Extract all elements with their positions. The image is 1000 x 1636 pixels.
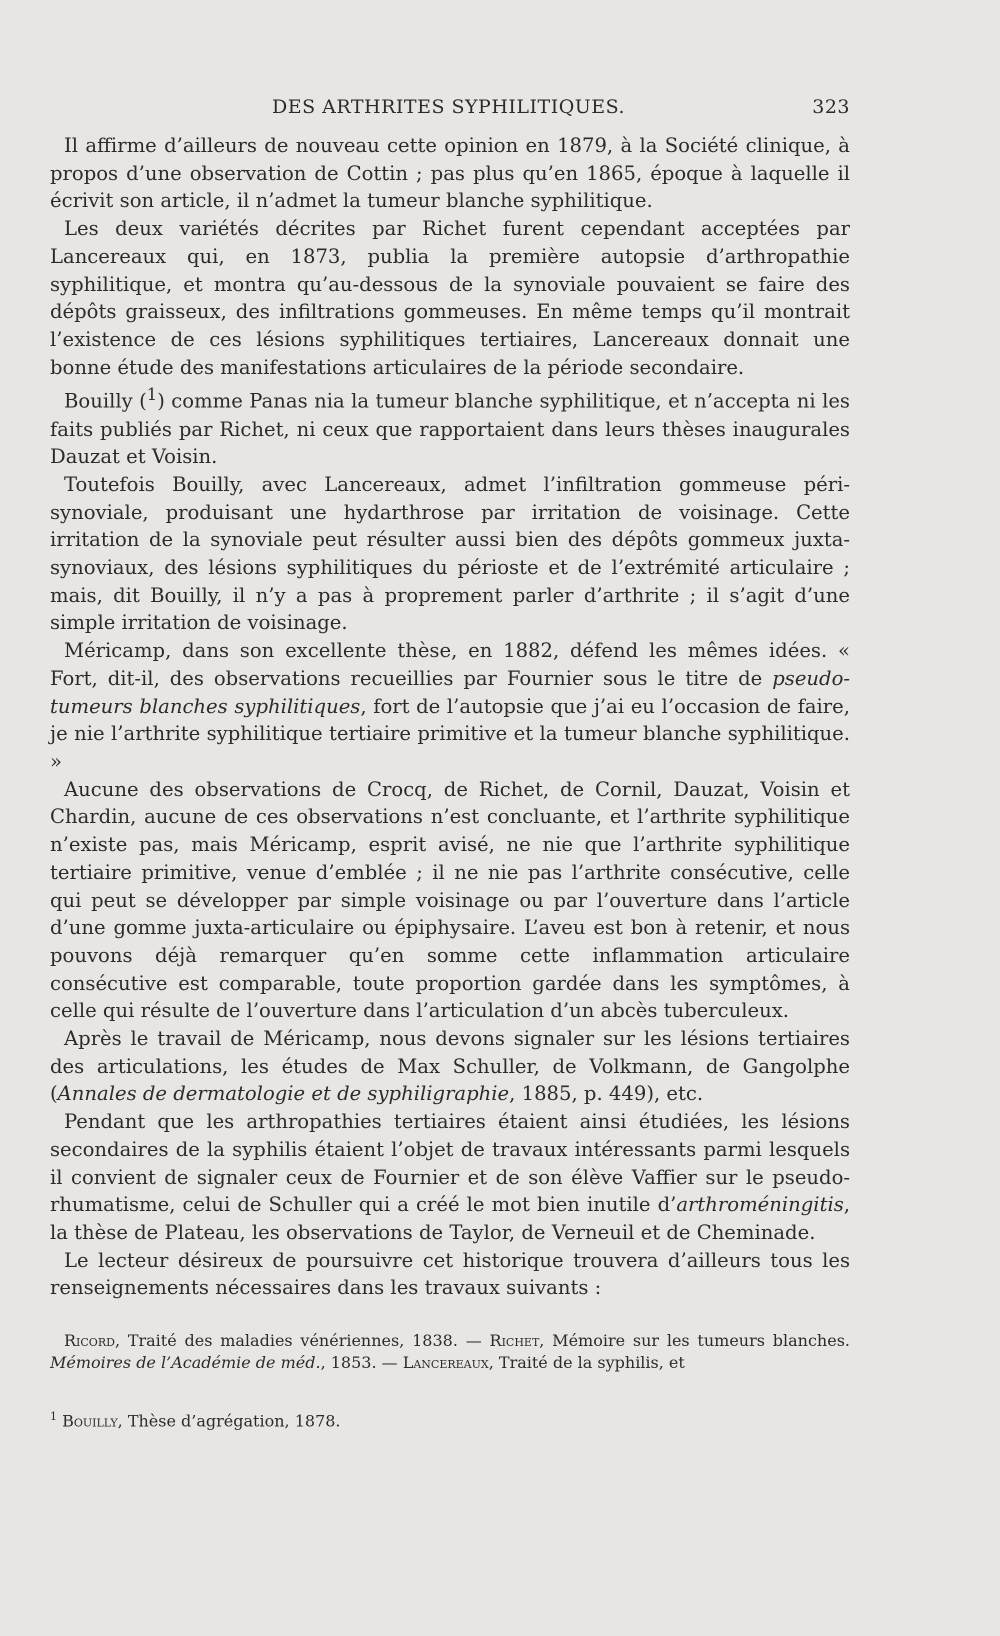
paragraph [50, 381, 850, 471]
text-run: , fort de l’autopsie que j’ai eu l’occasion de faire, je nie l’arthrite syphilitique tertiaire primitive et la tumeur blanche syphilitique. » [50, 694, 850, 773]
paragraph [50, 776, 850, 1025]
text-run: Bouilly ( [64, 389, 147, 413]
text-run: Méricamp, dans son excellente thèse, en 1882, défend les mêmes idées. « Fort, dit-il, des observations recueillies par Fournier sous le titre de [50, 639, 850, 690]
text-run: Pendant que les arthropathies tertiaires étaient ainsi étudiées, les lésions secondaires de la syphilis étaient l’objet de travaux intéressants parmi lesquels il convient de signaler ceux de Fournier et de son élève Vaffier sur le pseudo-rhumatisme, celui de Schuller qui a créé le mot bien inutile d’ [50, 1110, 850, 1217]
footnote [50, 1406, 850, 1432]
paragraph [50, 1025, 850, 1108]
text-run: Lancereaux [402, 1353, 489, 1372]
reference-entry [50, 1330, 850, 1374]
body-text [50, 132, 850, 1302]
footnote-text: , Thèse d’agrégation, 1878. [117, 1411, 341, 1431]
paragraph [50, 215, 850, 381]
footnote-reference: 1 [146, 385, 158, 405]
paragraph [50, 1247, 850, 1302]
text-run: Aucune des observations de Crocq, de Richet, de Cornil, Dauzat, Voisin et Chardin, aucune de ces observations n’est concluante, et l’arthrite syphilitique n’existe pas, mais Méricamp, esprit avisé, ne nie que l’arthrite syphilitique tertiaire primitive, venue d’emblée ; il ne nie pas l’arthrite consécutive, celle qui peut se développer par simple voisinage ou par l’ouverture dans l’article d’une gomme juxta-articulaire ou épiphysaire. L’aveu est bon à retenir, et nous pouvons déjà remarquer qu’en somme cette inflammation articulaire consécutive est comparable, toute proportion gardée dans les symptômes, à celle qui résulte de l’ouverture dans l’articulation d’un abcès tuberculeux. [50, 777, 850, 1023]
text-run: , 1885, p. 449), etc. [509, 1082, 704, 1106]
page-number: 323 [812, 96, 850, 118]
text-run: , Traité de la syphilis, et [488, 1353, 685, 1372]
text-run: ) comme Panas nia la tumeur blanche syphilitique, et n’accepta ni les faits publiés par Richet, ni ceux que rapportaient dans leurs thèses inaugurales Dauzat et Voisin. [50, 389, 850, 469]
text-run: , la thèse de Plateau, les observations de Taylor, de Verneuil et de Cheminade. [50, 1193, 850, 1244]
references-list [50, 1330, 850, 1374]
text-run: Après le travail de Méricamp, nous devons signaler sur les lésions tertiaires des articulations, les études de Max Schuller, de Volkmann, de Gangolphe ( [50, 1027, 850, 1106]
text-run: Toutefois Bouilly, avec Lancereaux, admet l’infiltration gommeuse péri-synoviale, produisant une hydarthrose par irritation de voisinage. Cette irritation de la synoviale peut résulter aussi bien des dépôts gommeux juxta-synoviaux, des lésions syphilitiques du périoste et de l’extrémité articulaire ; mais, dit Bouilly, il n’y a pas à proprement parler d’arthrite ; il s’agit d’une simple irritation de voisinage. [50, 472, 850, 635]
text-run: Il affirme d’ailleurs de nouveau cette opinion en 1879, à la Société clinique, à propos d’une observation de Cottin ; pas plus qu’en 1865, époque à laquelle il écrivit son article, il n’admet la tumeur blanche syphilitique. [50, 134, 850, 213]
text-run: Ricord [64, 1331, 115, 1350]
footnote-marker: 1 [50, 1410, 57, 1423]
text-run: Mémoires de l’Académie de méd. [50, 1353, 321, 1372]
paragraph [50, 637, 850, 776]
text-run: , 1853. — [320, 1353, 403, 1372]
paragraph [50, 471, 850, 637]
text-run: , Mémoire sur les tumeurs blanches. [539, 1331, 850, 1350]
text-run: arthroméningitis [676, 1193, 844, 1217]
running-title: DES ARTHRITES SYPHILITIQUES. [272, 96, 626, 118]
text-run: Le lecteur désireux de poursuivre cet historique trouvera d’ailleurs tous les renseignements nécessaires dans les travaux suivants : [50, 1248, 850, 1300]
page-header [50, 96, 850, 126]
text-run: , Traité des maladies vénériennes, 1838. — [114, 1331, 490, 1350]
footnote-author: Bouilly [62, 1411, 118, 1431]
text-run: pseudo-tumeurs blanches syphilitiques [50, 666, 850, 718]
text-run: Les deux variétés décrites par Richet furent cependant acceptées par Lancereaux qui, en 1873, publia la première autopsie d’arthropathie syphilitique, et montra qu’au-dessous de la synoviale pouvaient se faire des dépôts graisseux, des infiltrations gommeuses. En même temps qu’il montrait l’existence de ces lésions syphilitiques tertiaires, Lancereaux donnait une bonne étude des manifestations articulaires de la période secondaire. [50, 217, 850, 379]
text-run: Annales de dermatologie et de syphiligraphie [57, 1082, 510, 1106]
paragraph [50, 1108, 850, 1247]
text-run: Richet [489, 1331, 540, 1350]
paragraph [50, 132, 850, 215]
